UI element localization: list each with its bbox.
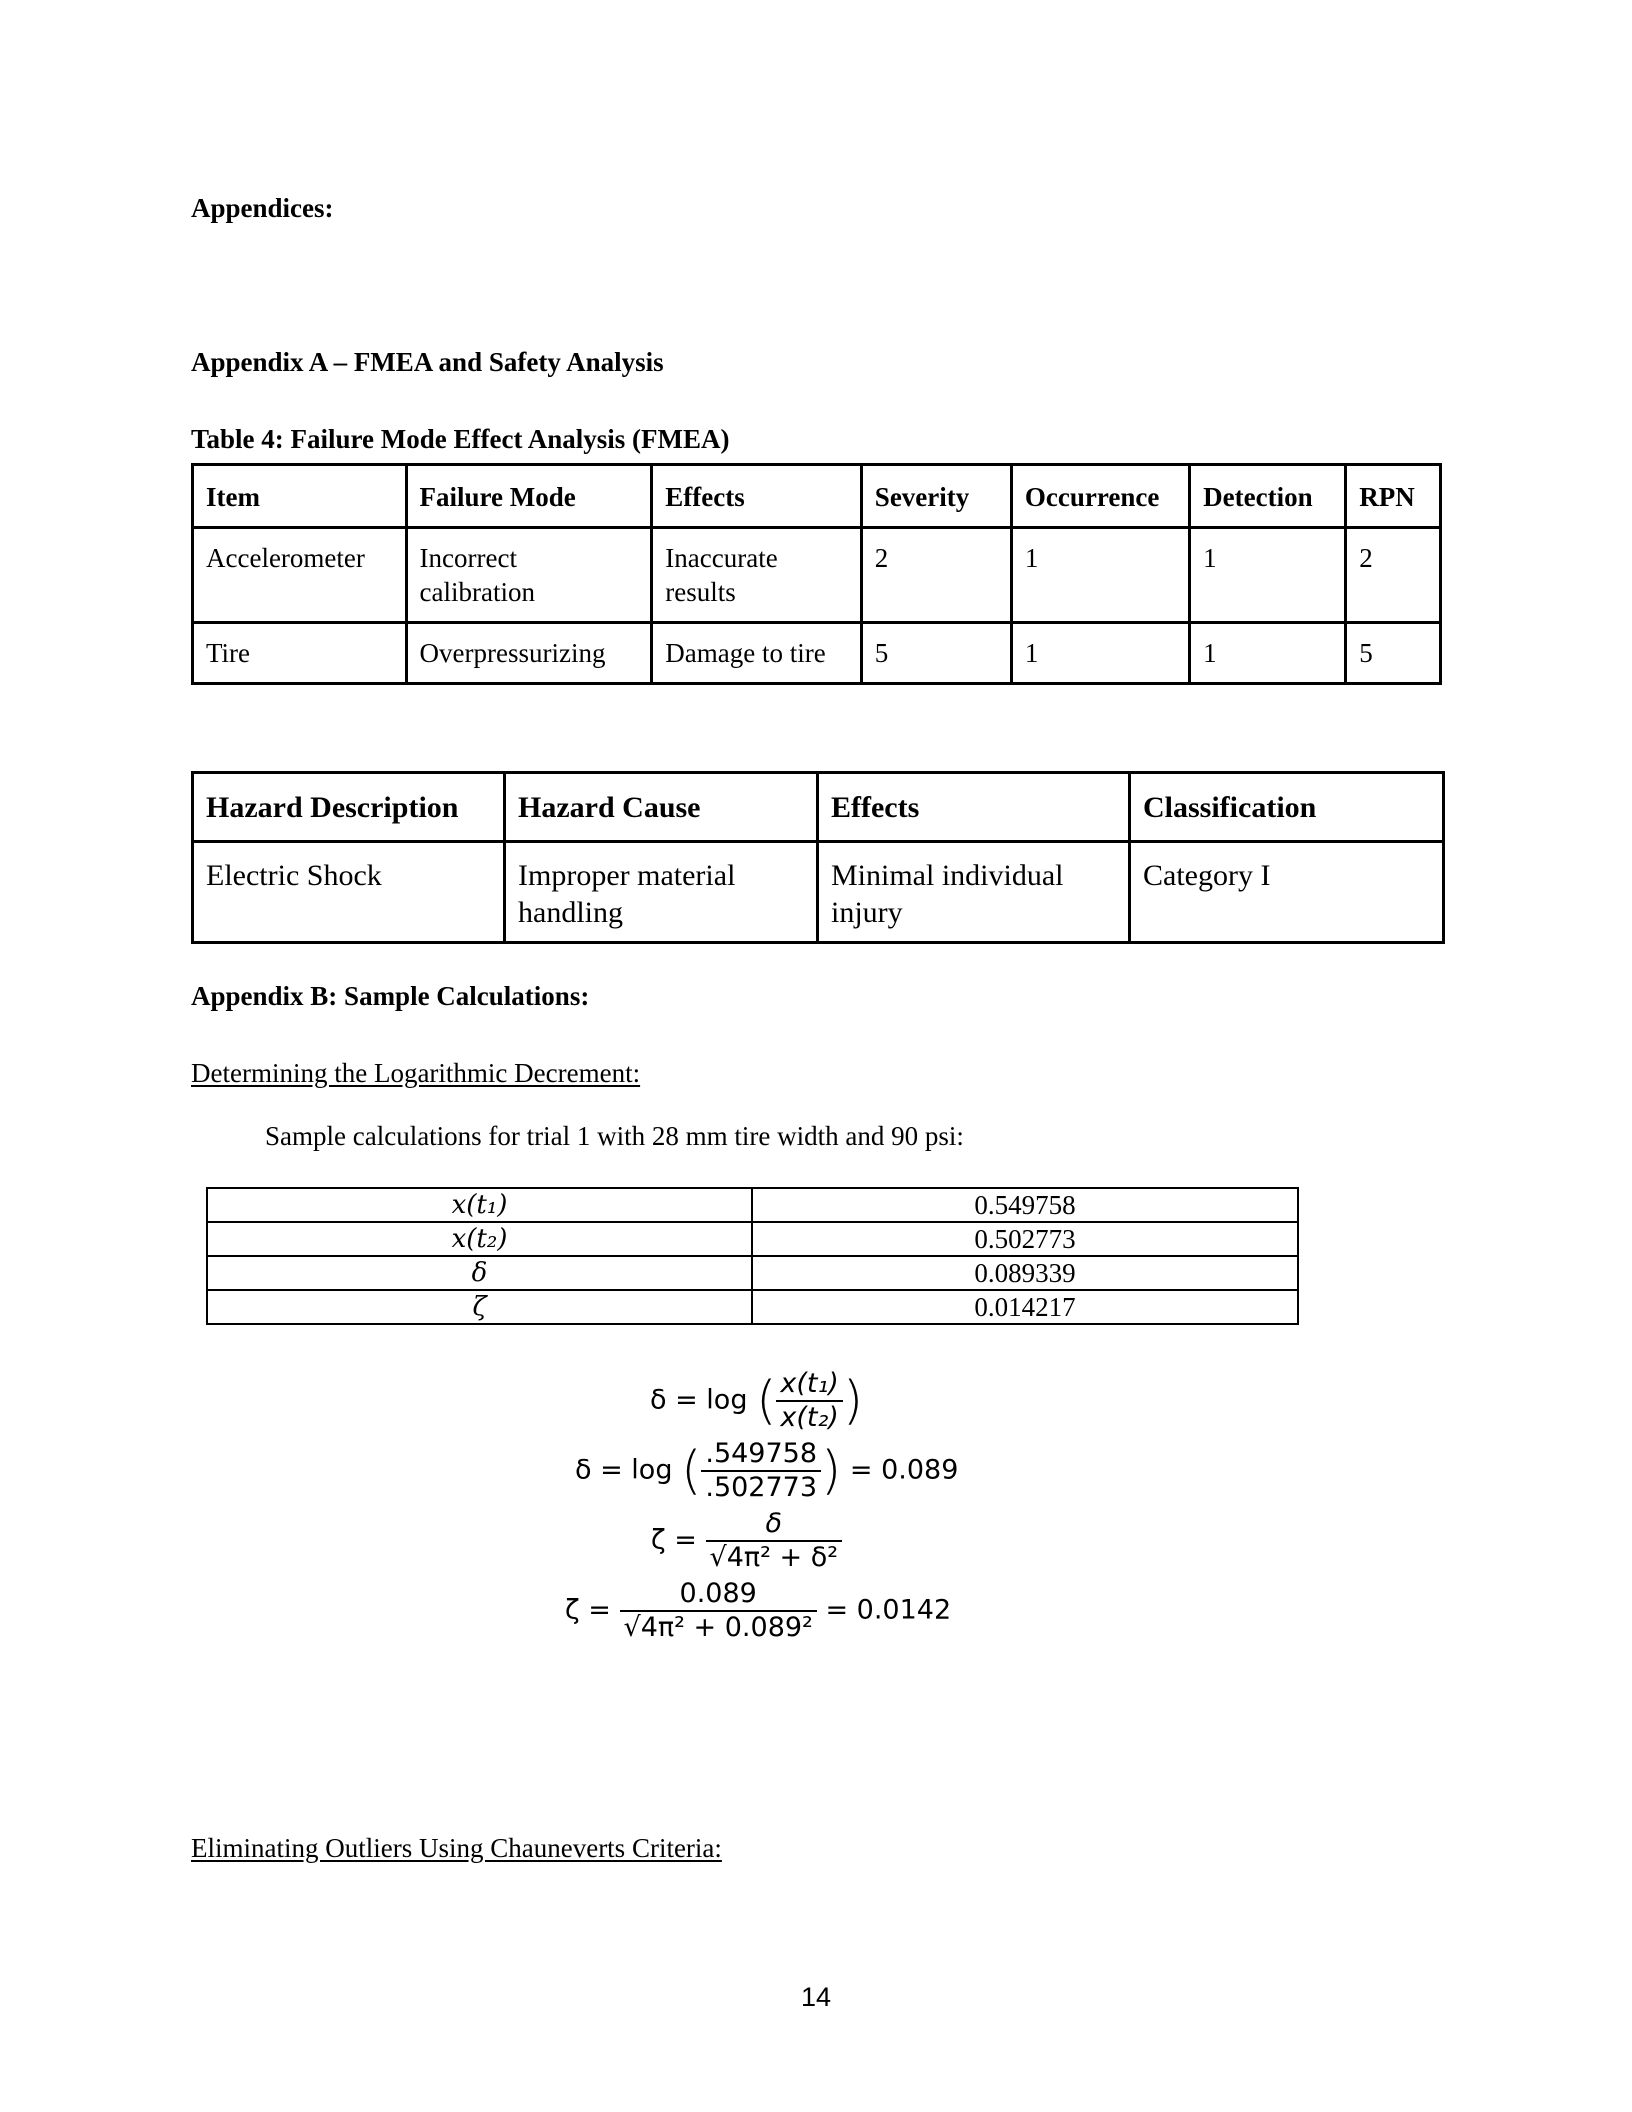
numerator: δ [706,1508,843,1542]
hazard-header-cell: Hazard Description [193,773,505,842]
fmea-header-cell: Effects [652,465,862,528]
value-cell: 0.502773 [752,1222,1298,1256]
numerator: 0.089 [620,1578,817,1612]
log-decrement-subheading: Determining the Logarithmic Decrement: [191,1058,641,1088]
equation-lhs: ζ = [565,1594,611,1626]
table-row [193,528,1441,623]
fmea-header-cell: RPN [1346,465,1441,528]
appendix-b-heading: Appendix B: Sample Calculations: [191,981,590,1011]
fraction [706,1508,843,1574]
table-row [193,842,1444,943]
numerator: .549758 [701,1438,821,1472]
fmea-header-row [193,465,1441,528]
table-row [207,1222,1298,1256]
fmea-header-cell: Item [193,465,407,528]
value-cell: 0.549758 [752,1188,1298,1222]
table4-caption: Table 4: Failure Mode Effect Analysis (FMEA) [191,424,730,454]
table-cell: Minimal individual injury [818,842,1130,943]
table-cell: Overpressurizing [406,623,652,684]
table-cell: Tire [193,623,407,684]
equation-result: = 0.0142 [825,1594,952,1626]
left-paren: ( [681,1441,702,1501]
table-cell: Improper material handling [505,842,818,943]
value-cell: 0.089339 [752,1256,1298,1290]
table-row [207,1256,1298,1290]
table-cell: 2 [861,528,1011,623]
value-cell: 0.014217 [752,1290,1298,1324]
table-row [193,623,1441,684]
fraction [620,1578,817,1644]
hazard-header-cell: Hazard Cause [505,773,818,842]
equation-damping-ratio [651,1508,842,1574]
table-cell: 1 [1011,528,1189,623]
symbol-cell: ζ [207,1290,752,1324]
sample-calc-text: Sample calculations for trial 1 with 28 mm tire width and 90 psi: [265,1121,964,1151]
fmea-header-cell: Severity [861,465,1011,528]
table-cell: Damage to tire [652,623,862,684]
hazard-header-cell: Classification [1130,773,1444,842]
hazard-table [191,771,1445,944]
symbol-cell: x(t₂) [207,1222,752,1256]
table-cell: Electric Shock [193,842,505,943]
table-cell: 1 [1190,623,1346,684]
equation-result: = 0.089 [849,1454,959,1486]
table-row [207,1188,1298,1222]
table-cell: 5 [1346,623,1441,684]
appendices-heading: Appendices: [191,193,334,223]
hazard-header-row [193,773,1444,842]
denominator: √4π² + 0.089² [623,1612,813,1643]
fmea-header-cell: Detection [1190,465,1346,528]
equation-lhs: ζ = [651,1524,697,1556]
fraction [776,1368,842,1434]
table-cell: Accelerometer [193,528,407,623]
equation-lhs: δ = log [650,1384,748,1416]
table-cell: 1 [1190,528,1346,623]
page-number: 14 [800,1982,832,2012]
table-cell: Category I [1130,842,1444,943]
chauvenet-subheading: Eliminating Outliers Using Chauneverts Criteria: [191,1833,722,1863]
table-cell: Incorrect calibration [406,528,652,623]
fraction [701,1438,821,1504]
table-cell: 5 [861,623,1011,684]
numerator: x(t₁) [776,1368,842,1402]
fmea-table [191,463,1442,685]
equation-log-decrement [650,1368,863,1434]
table-row [207,1290,1298,1324]
left-paren: ( [756,1371,777,1431]
denominator: .502773 [705,1472,818,1503]
sample-values-table [206,1187,1299,1325]
table-cell: Inaccurate results [652,528,862,623]
equation-log-decrement-numeric [575,1438,958,1504]
symbol-cell: δ [207,1256,752,1290]
table-cell: 1 [1011,623,1189,684]
right-paren: ) [821,1441,842,1501]
table-cell: 2 [1346,528,1441,623]
right-paren: ) [842,1371,864,1431]
denominator: x(t₂) [780,1402,839,1433]
equation-lhs: δ = log [575,1454,673,1486]
appendix-a-heading: Appendix A – FMEA and Safety Analysis [191,347,664,377]
fmea-header-cell: Occurrence [1011,465,1189,528]
symbol-cell: x(t₁) [207,1188,752,1222]
equation-damping-ratio-numeric [565,1578,951,1644]
hazard-header-cell: Effects [818,773,1130,842]
fmea-header-cell: Failure Mode [406,465,652,528]
denominator: √4π² + δ² [709,1542,839,1573]
